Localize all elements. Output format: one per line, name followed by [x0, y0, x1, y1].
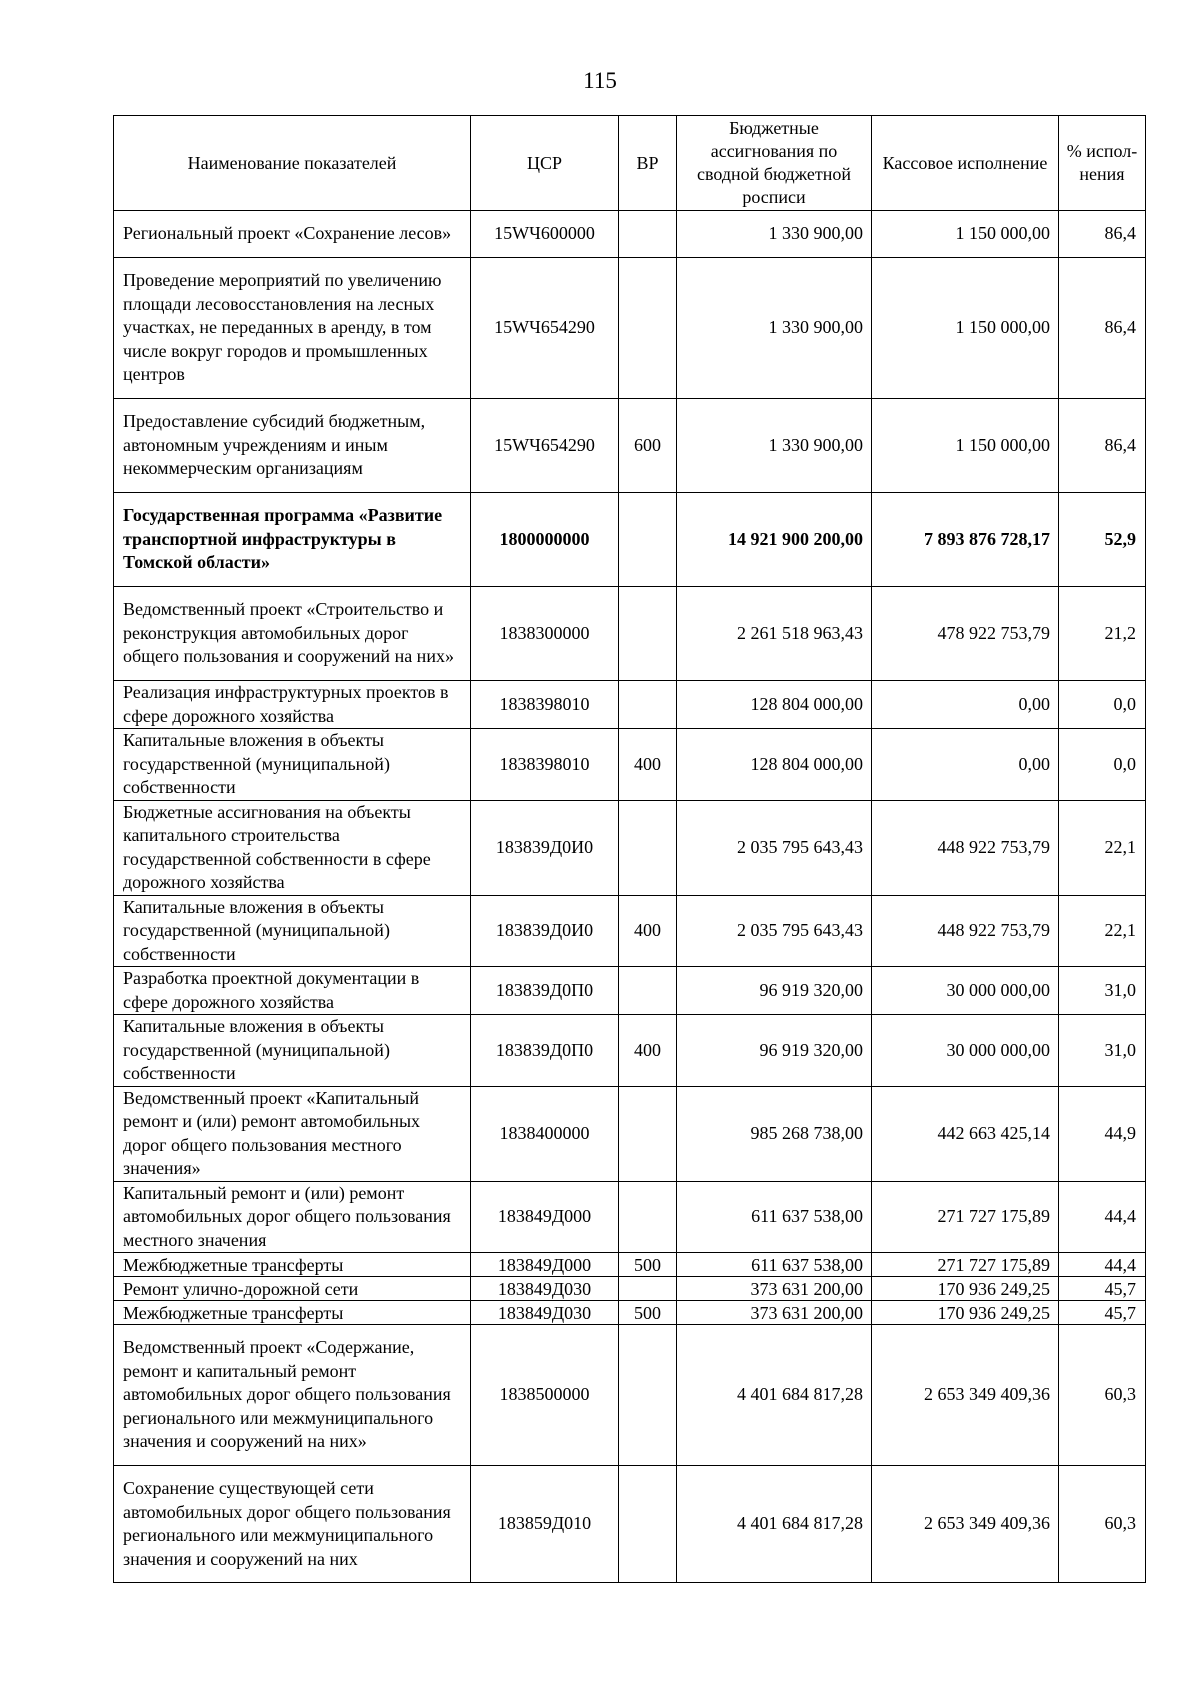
table-row [114, 258, 1146, 399]
row-budget: 373 631 200,00 [677, 1277, 872, 1301]
row-vr [619, 211, 677, 258]
row-name: Ведомственный проект «Содержание, ремонт и капитальный ремонт автомобильных дорог общего пользования регионального или межмуниципального значения и сооружений на них» [114, 1325, 471, 1466]
row-budget: 1 330 900,00 [677, 258, 872, 399]
table-row [114, 1015, 1146, 1087]
row-cash: 1 150 000,00 [872, 399, 1059, 493]
row-vr [619, 681, 677, 729]
row-cash: 1 150 000,00 [872, 258, 1059, 399]
row-csr: 183859Д010 [471, 1466, 619, 1583]
row-percent: 86,4 [1059, 258, 1146, 399]
row-cash: 271 727 175,89 [872, 1181, 1059, 1253]
row-vr: 400 [619, 895, 677, 967]
row-percent: 60,3 [1059, 1466, 1146, 1583]
row-csr: 1838300000 [471, 587, 619, 681]
table-row [114, 681, 1146, 729]
table-row [114, 1466, 1146, 1583]
row-vr [619, 967, 677, 1015]
table-row [114, 800, 1146, 895]
row-vr [619, 1086, 677, 1181]
row-budget: 96 919 320,00 [677, 1015, 872, 1087]
row-cash: 271 727 175,89 [872, 1253, 1059, 1277]
row-vr [619, 258, 677, 399]
row-cash: 170 936 249,25 [872, 1277, 1059, 1301]
row-name: Разработка проектной документации в сфере дорожного хозяйства [114, 967, 471, 1015]
row-budget: 4 401 684 817,28 [677, 1466, 872, 1583]
row-cash: 7 893 876 728,17 [872, 493, 1059, 587]
table-row [114, 493, 1146, 587]
row-budget: 2 261 518 963,43 [677, 587, 872, 681]
row-cash: 0,00 [872, 729, 1059, 801]
row-percent: 52,9 [1059, 493, 1146, 587]
row-budget: 4 401 684 817,28 [677, 1325, 872, 1466]
table-row [114, 587, 1146, 681]
table-row [114, 1253, 1146, 1277]
row-vr [619, 587, 677, 681]
row-cash: 2 653 349 409,36 [872, 1466, 1059, 1583]
row-cash: 30 000 000,00 [872, 967, 1059, 1015]
row-name: Капитальные вложения в объекты государственной (муниципальной) собственности [114, 729, 471, 801]
table-row [114, 967, 1146, 1015]
row-percent: 44,9 [1059, 1086, 1146, 1181]
row-csr: 183849Д000 [471, 1181, 619, 1253]
table-row [114, 729, 1146, 801]
header-cash: Кассовое исполнение [872, 116, 1059, 211]
row-budget: 611 637 538,00 [677, 1253, 872, 1277]
row-cash: 170 936 249,25 [872, 1301, 1059, 1325]
row-budget: 373 631 200,00 [677, 1301, 872, 1325]
row-vr [619, 1466, 677, 1583]
row-percent: 0,0 [1059, 681, 1146, 729]
budget-table [113, 115, 1146, 1583]
header-percent: % испол-нения [1059, 116, 1146, 211]
row-csr: 1838400000 [471, 1086, 619, 1181]
row-vr [619, 800, 677, 895]
row-budget: 128 804 000,00 [677, 681, 872, 729]
row-csr: 183839Д0И0 [471, 800, 619, 895]
row-percent: 22,1 [1059, 895, 1146, 967]
row-csr: 183849Д000 [471, 1253, 619, 1277]
row-csr: 1838398010 [471, 729, 619, 801]
row-percent: 21,2 [1059, 587, 1146, 681]
row-budget: 611 637 538,00 [677, 1181, 872, 1253]
table-row [114, 895, 1146, 967]
row-csr: 1838500000 [471, 1325, 619, 1466]
page-number: 115 [583, 68, 617, 93]
table-row [114, 1181, 1146, 1253]
table-row [114, 1086, 1146, 1181]
table-row [114, 1301, 1146, 1325]
row-name: Межбюджетные трансферты [114, 1301, 471, 1325]
row-cash: 448 922 753,79 [872, 800, 1059, 895]
row-cash: 478 922 753,79 [872, 587, 1059, 681]
row-percent: 44,4 [1059, 1181, 1146, 1253]
row-budget: 2 035 795 643,43 [677, 895, 872, 967]
table-row [114, 1277, 1146, 1301]
row-budget: 1 330 900,00 [677, 211, 872, 258]
row-csr: 183839Д0И0 [471, 895, 619, 967]
row-percent: 31,0 [1059, 1015, 1146, 1087]
row-vr: 600 [619, 399, 677, 493]
row-vr [619, 1277, 677, 1301]
row-cash: 442 663 425,14 [872, 1086, 1059, 1181]
row-vr: 500 [619, 1301, 677, 1325]
row-name: Региональный проект «Сохранение лесов» [114, 211, 471, 258]
row-csr: 15WЧ600000 [471, 211, 619, 258]
row-vr: 400 [619, 729, 677, 801]
row-name: Предоставление субсидий бюджетным, автономным учреждениям и иным некоммерческим организациям [114, 399, 471, 493]
row-name: Ведомственный проект «Строительство и реконструкция автомобильных дорог общего пользования и сооружений на них» [114, 587, 471, 681]
header-csr: ЦСР [471, 116, 619, 211]
row-vr [619, 1325, 677, 1466]
header-name: Наименование показателей [114, 116, 471, 211]
row-vr: 500 [619, 1253, 677, 1277]
row-name: Проведение мероприятий по увеличению площади лесовосстановления на лесных участках, не переданных в аренду, в том числе вокруг городов и промышленных центров [114, 258, 471, 399]
row-csr: 183849Д030 [471, 1277, 619, 1301]
table-row [114, 1325, 1146, 1466]
row-name: Государственная программа «Развитие транспортной инфраструктуры в Томской области» [114, 493, 471, 587]
row-name: Капитальный ремонт и (или) ремонт автомобильных дорог общего пользования местного значения [114, 1181, 471, 1253]
row-vr [619, 493, 677, 587]
header-vr: ВР [619, 116, 677, 211]
row-name: Капитальные вложения в объекты государственной (муниципальной) собственности [114, 1015, 471, 1087]
row-csr: 1800000000 [471, 493, 619, 587]
row-budget: 985 268 738,00 [677, 1086, 872, 1181]
table-row [114, 399, 1146, 493]
row-name: Капитальные вложения в объекты государственной (муниципальной) собственности [114, 895, 471, 967]
row-cash: 448 922 753,79 [872, 895, 1059, 967]
row-name: Бюджетные ассигнования на объекты капитального строительства государственной собственности в сфере дорожного хозяйства [114, 800, 471, 895]
row-name: Сохранение существующей сети автомобильных дорог общего пользования регионального или межмуниципального значения и сооружений на них [114, 1466, 471, 1583]
row-csr: 15WЧ654290 [471, 399, 619, 493]
row-name: Реализация инфраструктурных проектов в сфере дорожного хозяйства [114, 681, 471, 729]
row-percent: 45,7 [1059, 1277, 1146, 1301]
row-vr [619, 1181, 677, 1253]
row-csr: 183839Д0П0 [471, 1015, 619, 1087]
row-budget: 96 919 320,00 [677, 967, 872, 1015]
row-percent: 60,3 [1059, 1325, 1146, 1466]
row-name: Ремонт улично-дорожной сети [114, 1277, 471, 1301]
row-budget: 128 804 000,00 [677, 729, 872, 801]
row-cash: 30 000 000,00 [872, 1015, 1059, 1087]
table-header-row [114, 116, 1146, 211]
row-cash: 0,00 [872, 681, 1059, 729]
row-percent: 86,4 [1059, 399, 1146, 493]
row-name: Межбюджетные трансферты [114, 1253, 471, 1277]
row-csr: 15WЧ654290 [471, 258, 619, 399]
row-budget: 1 330 900,00 [677, 399, 872, 493]
row-percent: 45,7 [1059, 1301, 1146, 1325]
row-name: Ведомственный проект «Капитальный ремонт и (или) ремонт автомобильных дорог общего пользования местного значения» [114, 1086, 471, 1181]
header-budget: Бюджетные ассигнования по сводной бюджетной росписи [677, 116, 872, 211]
row-vr: 400 [619, 1015, 677, 1087]
row-percent: 22,1 [1059, 800, 1146, 895]
row-percent: 44,4 [1059, 1253, 1146, 1277]
row-cash: 2 653 349 409,36 [872, 1325, 1059, 1466]
row-cash: 1 150 000,00 [872, 211, 1059, 258]
row-percent: 0,0 [1059, 729, 1146, 801]
row-percent: 31,0 [1059, 967, 1146, 1015]
row-budget: 2 035 795 643,43 [677, 800, 872, 895]
row-csr: 183839Д0П0 [471, 967, 619, 1015]
row-csr: 183849Д030 [471, 1301, 619, 1325]
row-csr: 1838398010 [471, 681, 619, 729]
row-budget: 14 921 900 200,00 [677, 493, 872, 587]
table-row [114, 211, 1146, 258]
row-percent: 86,4 [1059, 211, 1146, 258]
